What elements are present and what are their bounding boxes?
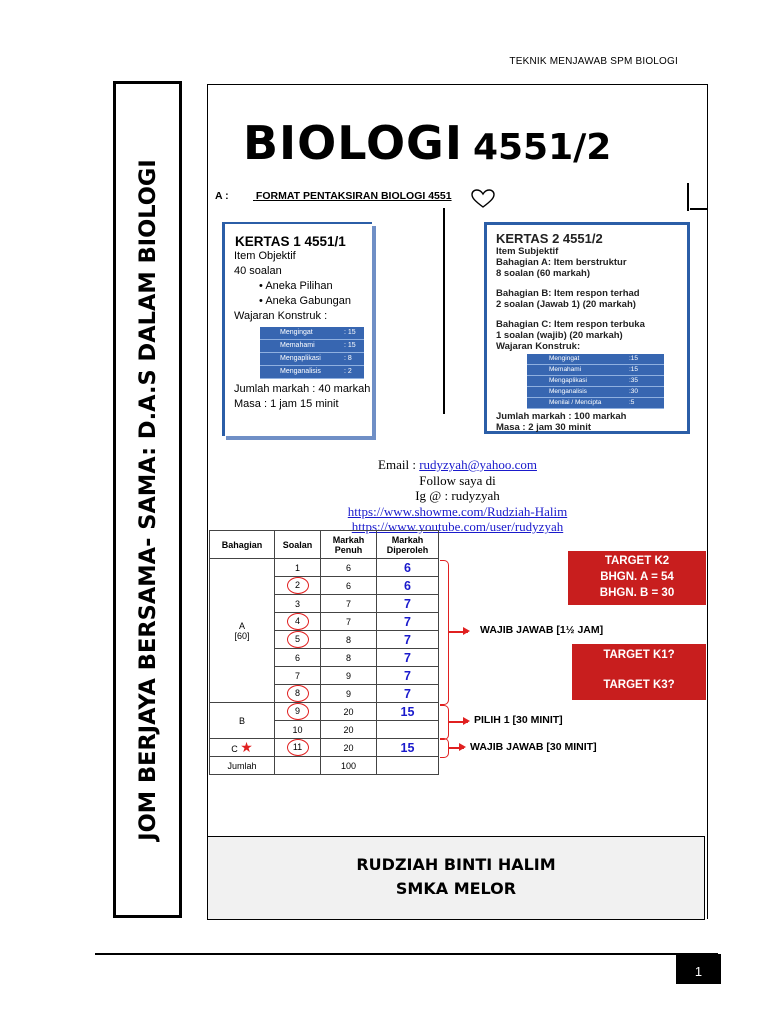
section-a-heading (215, 190, 452, 202)
kertas1-row: Mengaplikasi : 8 (260, 353, 364, 366)
kertas1-row: Menganalisis : 2 (260, 366, 364, 379)
youtube-link[interactable]: https://www.youtube.com/user/rudyzyah (351, 519, 564, 534)
header-soalan: Soalan (275, 531, 321, 559)
header-markah-penuh: Markah Penuh (321, 531, 377, 559)
highlight-circle: 2 (287, 577, 309, 594)
table-row: 8 9 7 (210, 685, 439, 703)
bracket-section-a (440, 560, 449, 705)
label-pilih-b: PILIH 1 [30 MINIT] (474, 714, 563, 726)
author-name: RUDZIAH BINTI HALIM (356, 855, 556, 874)
target-k2-box: TARGET K2 BHGN. A = 54 BHGN. B = 30 (568, 551, 706, 605)
kertas2-row: Memahami :15 (527, 365, 664, 376)
kertas2-wajaran: Wajaran Konstruk: (496, 341, 581, 352)
highlight-circle: 8 (287, 685, 309, 702)
kertas2-row: Mengaplikasi :35 (527, 376, 664, 387)
author-box (207, 836, 705, 920)
running-header: TEKNIK MENJAWAB SPM BIOLOGI (509, 56, 678, 67)
kertas1-count: 40 soalan (234, 265, 282, 277)
kertas1-wajaran: Wajaran Konstruk : (234, 310, 328, 322)
kertas1-item: Item Objektif (234, 250, 296, 262)
kertas1-row: Memahami : 15 (260, 340, 364, 353)
target-k1-k3-box: TARGET K1? TARGET K3? (572, 644, 706, 700)
table-row: B 9 20 15 (210, 703, 439, 721)
arrow-right-icon (448, 721, 468, 723)
kertas2-card (484, 222, 690, 434)
email-line: Email : rudyzyah@yahoo.com (378, 457, 537, 472)
header-markah-diperoleh: Markah Diperoleh (377, 531, 439, 559)
kertas2-title: KERTAS 2 4551/2 (496, 231, 603, 246)
section-a-cell: A [60] (210, 559, 275, 703)
header-bahagian: Bahagian (210, 531, 275, 559)
contact-block (207, 457, 708, 535)
table-row: 7 9 7 (210, 667, 439, 685)
table-row: 2 6 6 (210, 577, 439, 595)
kertas1-masa: Masa : 1 jam 15 minit (234, 398, 339, 410)
follow-text: Follow saya di (419, 472, 496, 488)
highlight-circle: 11 (287, 739, 309, 756)
title-code: 4551/2 (472, 127, 612, 168)
table-row-total: Jumlah 100 (210, 757, 439, 775)
table-row: 6 8 7 (210, 649, 439, 667)
kertas2-masa: Masa : 2 jam 30 minit (496, 422, 592, 433)
kertas1-jumlah: Jumlah markah : 40 markah (234, 383, 371, 395)
page-number: 1 (676, 954, 721, 984)
footer-divider (95, 953, 718, 955)
kertas2-row: Menganalisis :30 (527, 387, 664, 398)
label-wajib-c: WAJIB JAWAB [30 MINIT] (470, 741, 597, 753)
section-a-label: A : (215, 190, 229, 202)
frame-notch (687, 183, 689, 211)
bracket-section-b (440, 705, 449, 740)
highlight-circle: 9 (287, 703, 309, 720)
kertas1-title: KERTAS 1 4551/1 (235, 234, 346, 249)
title-main: BIOLOGI (243, 116, 463, 170)
marks-table (209, 530, 439, 775)
kertas1-bullet-2: • Aneka Gabungan (259, 295, 351, 307)
frame-notch-line (690, 208, 708, 210)
kertas2-b2: 2 soalan (Jawab 1) (20 markah) (496, 299, 636, 310)
heart-icon (471, 189, 495, 209)
table-row: C ★ 11 20 15 (210, 739, 439, 757)
kertas1-card (222, 222, 372, 436)
kertas2-row: Mengingat :15 (527, 354, 664, 365)
arrow-right-icon (448, 747, 464, 749)
table-row: 4 7 7 (210, 613, 439, 631)
kertas1-bullet-1: • Aneka Pilihan (259, 280, 333, 292)
section-divider (443, 208, 445, 414)
kertas1-wajaran-table (260, 327, 364, 379)
author-school: SMKA MELOR (395, 879, 517, 898)
kertas2-a1: Bahagian A: Item berstruktur (496, 257, 627, 268)
sidebar-vertical-text: JOM BERJAYA BERSAMA- SAMA: D.A.S DALAM BIOLOGI (134, 158, 161, 841)
table-row: 3 7 7 (210, 595, 439, 613)
kertas2-c2: 1 soalan (wajib) (20 markah) (496, 330, 623, 341)
page-title (243, 116, 611, 170)
section-c-cell: C ★ (210, 739, 275, 757)
label-wajib-a: WAJIB JAWAB [1½ JAM] (480, 624, 604, 636)
arrow-right-icon (448, 631, 468, 633)
kertas2-jumlah: Jumlah markah : 100 markah (496, 411, 627, 422)
highlight-circle: 4 (287, 613, 309, 630)
kertas2-wajaran-table (527, 354, 664, 409)
kertas2-row: Menilai / Mencipta :5 (527, 398, 664, 409)
email-link[interactable]: rudyzyah@yahoo.com (419, 457, 537, 472)
sidebar-banner (113, 81, 182, 918)
section-a-text: FORMAT PENTAKSIRAN BIOLOGI 4551 (255, 190, 452, 202)
kertas2-item: Item Subjektif (496, 246, 559, 257)
kertas2-c1: Bahagian C: Item respon terbuka (496, 319, 645, 330)
kertas1-row: Mengingat : 15 (260, 327, 364, 340)
table-row: A [60] 1 6 6 (210, 559, 439, 577)
kertas2-a2: 8 soalan (60 markah) (496, 268, 590, 279)
highlight-circle: 5 (287, 631, 309, 648)
table-row: 10 20 (210, 721, 439, 739)
showme-link[interactable]: https://www.showme.com/Rudziah-Halim (347, 503, 568, 519)
section-b-cell: B (210, 703, 275, 739)
instagram-handle: Ig @ : rudyzyah (415, 488, 500, 503)
table-row: 5 8 7 (210, 631, 439, 649)
kertas2-b1: Bahagian B: Item respon terhad (496, 288, 640, 299)
star-icon: ★ (240, 739, 253, 755)
